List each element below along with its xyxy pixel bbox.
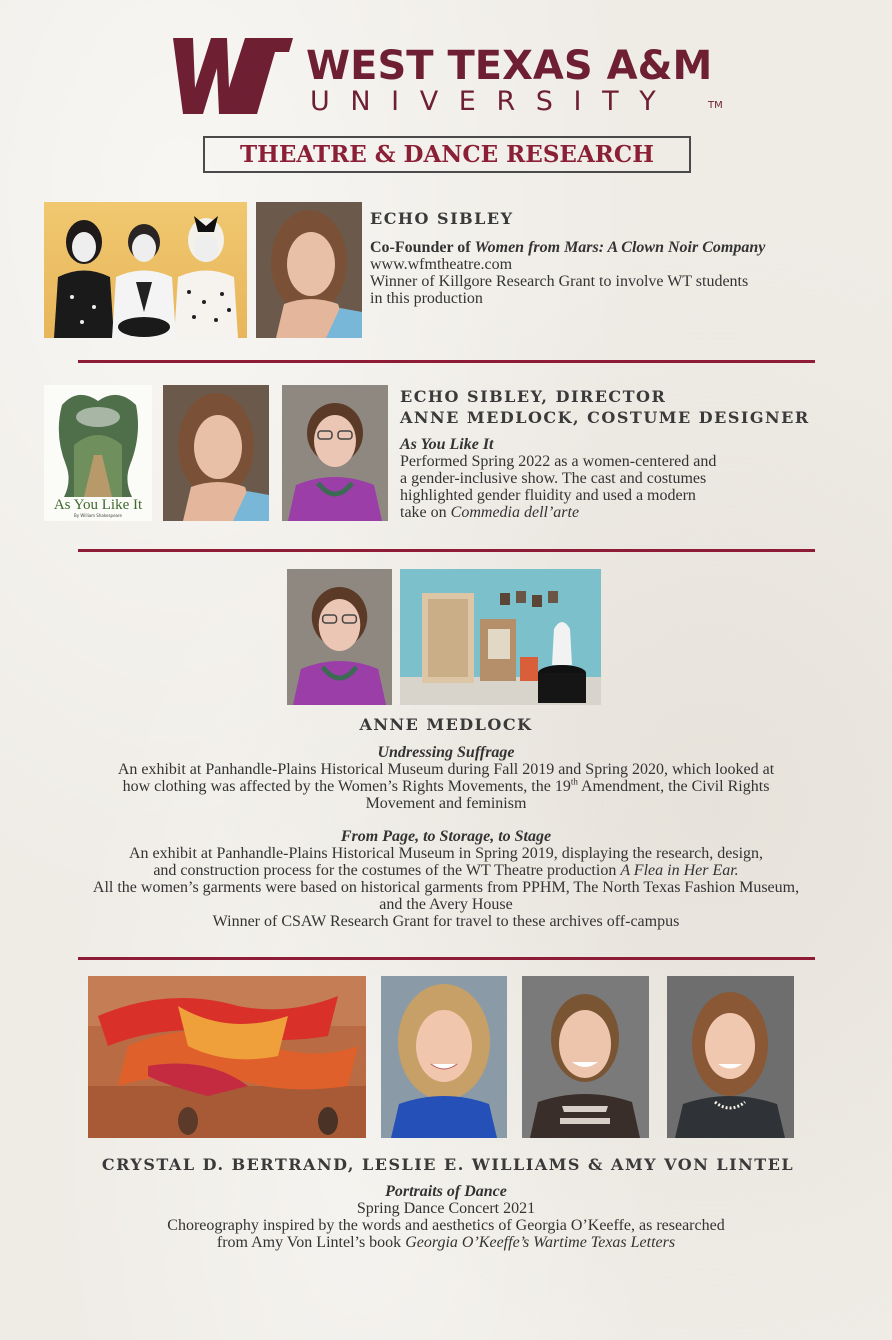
university-subtitle: UNIVERSITY [310,86,677,117]
section2-production: As You Like It [400,436,494,453]
section4-line2: Choreography inspired by the words and aesthetics of Georgia O’Keeffe, as researched [167,1217,725,1234]
section1-name: ECHO SIBLEY [370,209,514,228]
dance-performance-photo [88,976,366,1138]
section2-line2: a gender-inclusive show. The cast and costumes [400,470,707,487]
echo-sibley-portrait [256,202,362,338]
anne-medlock-portrait-2 [287,569,392,705]
section2-line3: highlighted gender fluidity and used a modern [400,487,696,504]
section4-names: CRYSTAL D. BERTRAND, LESLIE E. WILLIAMS & AMY VON LINTEL [101,1155,795,1174]
amy-von-lintel-portrait [667,976,794,1138]
section4-line1: Spring Dance Concert 2021 [356,1200,536,1217]
divider-3 [78,957,815,960]
anne-medlock-portrait [282,385,388,521]
trademark-mark: TM [708,100,723,111]
section2-name-2: ANNE MEDLOCK, COSTUME DESIGNER [400,408,810,427]
exhibit2-title: From Page, to Storage, to Stage [340,828,552,845]
section1-role-prefix: Co-Founder of [370,239,475,256]
exhibit2-line3: All the women’s garments were based on historical garments from PPHM, The North Texas Fashion Museum, [92,879,800,896]
university-name: WEST TEXAS A&M [306,43,713,89]
divider-1 [78,360,815,363]
section2-name-1: ECHO SIBLEY, DIRECTOR [400,387,667,406]
leslie-williams-portrait [522,976,649,1138]
section1-grant-line2: in this production [370,290,483,307]
section4-line3a: from Amy Von Lintel’s book [216,1234,406,1251]
echo-sibley-portrait-2 [163,385,269,521]
exhibit2-line1: An exhibit at Panhandle-Plains Historical Museum in Spring 2019, displaying the research, design, [128,845,764,862]
poster-byline: By William Shakespeare [73,513,123,518]
exhibit2-line5: Winner of CSAW Research Grant for travel to these archives off-campus [212,913,680,930]
poster-title: As You Like It [53,497,143,513]
page-title: THEATRE & DANCE RESEARCH [240,141,654,168]
crystal-bertrand-portrait [381,976,507,1138]
page-title-box [203,136,691,173]
section2-line1: Performed Spring 2022 as a women-centered and [400,453,717,470]
exhibit1-line3: Movement and feminism [365,795,527,812]
clown-noir-photo [44,202,247,338]
wt-logo [167,38,293,114]
museum-exhibit-photo [400,569,601,705]
section4-line3-italic: Georgia O’Keeffe’s Wartime Texas Letters [405,1234,676,1251]
section4-work-title: Portraits of Dance [385,1183,507,1200]
section1-role-company: Women from Mars: A Clown Noir Company [474,239,766,256]
section1-grant-line1: Winner of Killgore Research Grant to involve WT students [370,273,749,290]
exhibit1-line2b: Amendment, the Civil Rights [577,778,770,795]
section1-website: www.wfmtheatre.com [370,256,513,273]
exhibit1-title: Undressing Suffrage [377,744,515,761]
section4-details [0,1183,892,1251]
divider-2 [78,549,815,552]
exhibit2-line4: and the Avery House [379,896,513,913]
section2-line4-italic: Commedia dell’arte [450,504,580,521]
exhibit2-line2a: and construction process for the costumes of the WT Theatre production [153,862,621,879]
section1-details [370,239,870,307]
section2-details [400,436,880,521]
wt-logo-mark-icon [167,38,293,114]
exhibit1-line2-sup: th [570,776,578,787]
section2-line4-prefix: take on [400,504,451,521]
section3-exhibit1 [0,744,892,812]
exhibit1-line1: An exhibit at Panhandle-Plains Historical Museum during Fall 2019 and Spring 2020, which looked at [117,761,775,778]
section3-exhibit2 [0,828,892,930]
exhibit1-line2a: how clothing was affected by the Women’s Rights Movements, the 19 [122,778,571,795]
exhibit2-line2-italic: A Flea in Her Ear. [620,862,739,879]
as-you-like-it-poster [44,385,152,521]
section3-name: ANNE MEDLOCK [359,715,533,734]
